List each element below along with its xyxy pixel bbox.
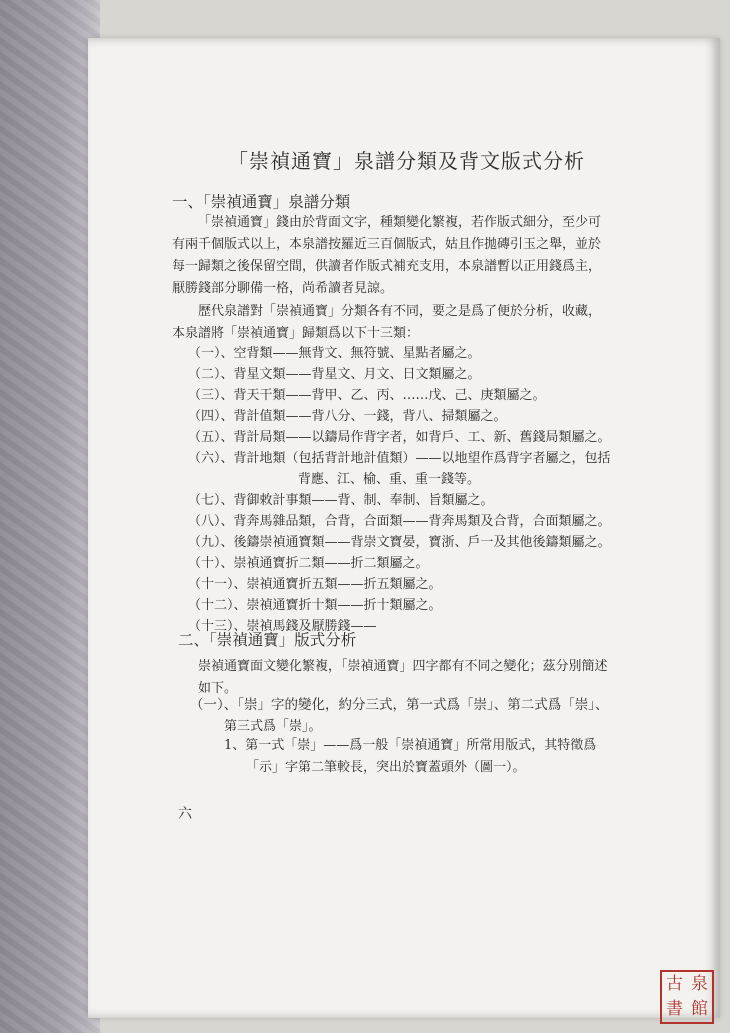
list-item-continuation: 背應、江、榆、重、重一錢等。 <box>298 472 481 487</box>
seal-char: 書 <box>666 999 683 1019</box>
list-item: （八）、背奔馬雜品類，合背，合面類——背奔馬類及合背，合面類屬之。 <box>188 514 611 529</box>
list-item: （十三）、崇禎馬錢及厭勝錢—— <box>188 619 377 634</box>
sub1-line2: 第三式爲「崇」。 <box>224 719 322 734</box>
seal-char: 泉 <box>691 974 708 994</box>
para1-line3: 每一歸類之後保留空間，供讀者作版式補充支用，本泉譜暫以正用錢爲主， <box>172 259 602 274</box>
list-item: （二）、背星文類——背星文、月文、日文類屬之。 <box>188 367 481 382</box>
library-seal <box>660 970 714 1024</box>
page-title: 「崇禎通寶」泉譜分類及背文版式分析 <box>228 149 585 173</box>
para2-line1: 歷代泉譜對「崇禎通寶」分類各有不同，要之是爲了便於分析，收藏， <box>198 304 602 319</box>
section1-heading: 一、「崇禎通寶」泉譜分類 <box>172 193 351 211</box>
seal-char: 古 <box>666 974 683 994</box>
sub1-1-line1: 1、第一式「崇」——爲一般「崇禎通寶」所常用版式，其特徵爲 <box>224 738 597 753</box>
page-number: 六 <box>178 806 192 822</box>
list-item: （十二）、崇禎通寶折十類——折十類屬之。 <box>188 598 442 613</box>
para1-line4: 厭勝錢部分聊備一格，尚希讀者見諒。 <box>172 281 394 296</box>
list-item: （七）、背御敕計事類——背、制、奉制、旨類屬之。 <box>188 493 494 508</box>
list-item: （四）、背計值類——背八分、一錢，背八、掃類屬之。 <box>188 409 507 424</box>
list-item: （六）、背計地類（包括背計地計值類）——以地望作爲背字者屬之，包括 <box>188 451 611 466</box>
list-item: （十一）、崇禎通寶折五類——折五類屬之。 <box>188 577 442 592</box>
para1-line2: 有兩千個版式以上，本泉譜按羅近三百個版式，姑且作拋磚引玉之舉，並於 <box>172 237 602 252</box>
category-list <box>188 343 611 637</box>
book-spine <box>0 0 100 1033</box>
section2-heading: 二、「崇禎通寶」版式分析 <box>178 631 357 649</box>
list-item: （十）、崇禎通寶折二類——折二類屬之。 <box>188 556 429 571</box>
section2-para-line1: 崇禎通寶面文變化繁複，「崇禎通寶」四字都有不同之變化；茲分別簡述 <box>198 659 608 674</box>
para2-line2: 本泉譜將「崇禎通寶」歸類爲以下十三類： <box>172 326 420 341</box>
sub1-line1: （一）、「崇」字的變化，約分三式，第一式爲「崇」、第二式爲「崇」、 <box>190 697 609 713</box>
seal-char: 館 <box>691 999 708 1019</box>
list-item: （一）、空背類——無背文、無符號、星點者屬之。 <box>188 346 481 361</box>
list-item: （五）、背計局類——以鑄局作背字者，如背戶、工、新、舊錢局類屬之。 <box>188 430 611 445</box>
list-item: （九）、後鑄崇禎通寶類——背崇文寶晏，寶浙、戶一及其他後鑄類屬之。 <box>188 535 611 550</box>
section2-para-line2: 如下。 <box>198 681 238 696</box>
sub1-1-line2: 「示」字第二筆較長，突出於寶蓋頭外（圖一）。 <box>246 760 526 775</box>
para1-line1: 「崇禎通寶」錢由於背面文字，種類變化繁複，若作版式細分，至少可 <box>198 215 602 230</box>
list-item: （三）、背天干類——背甲、乙、丙、……戊、己、庚類屬之。 <box>188 388 546 403</box>
